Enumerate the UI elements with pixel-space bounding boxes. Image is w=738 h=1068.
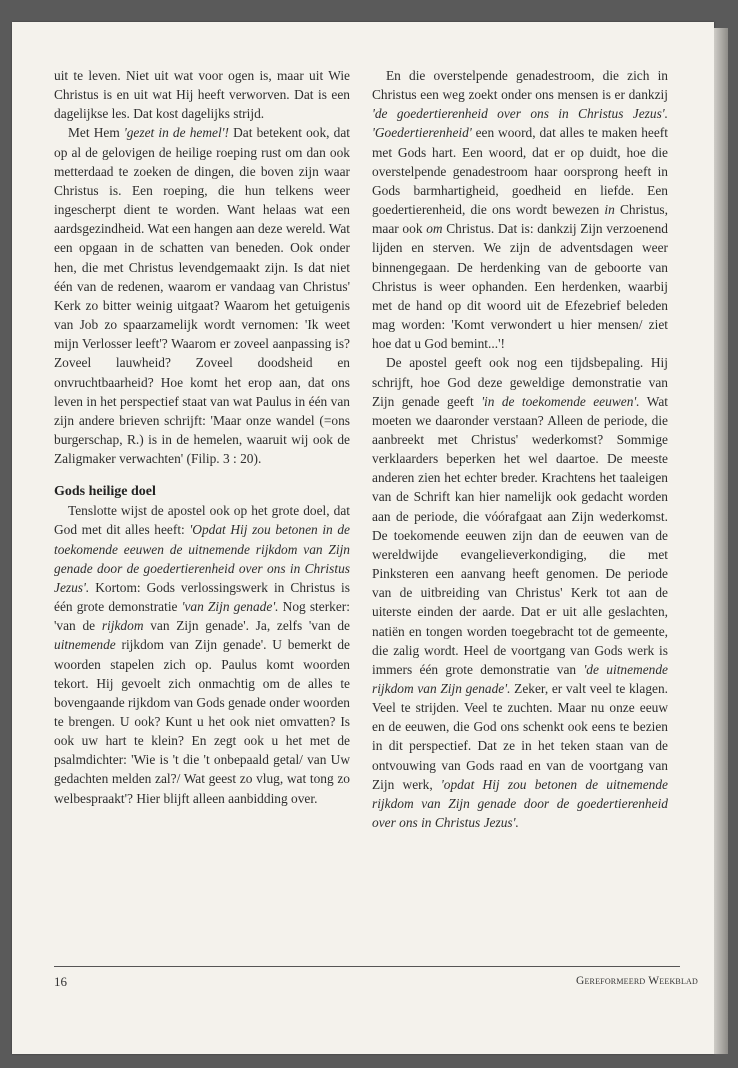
text-run: uit te leven. Niet uit wat voor ogen is, maar uit Wie Christus is en uit wat Hij heeft verworven. Dat is een dagelijkse les. Dat kost dagelijks strijd. [54, 68, 350, 122]
text-run: Nog sterker: 'van de [54, 599, 350, 634]
text-run: rijkdom van Zijn genade'. U bemerkt de woorden stapelen zich op. Paulus komt woorden tekort. Hij gevoelt zich onmachtig om de alles te bovengaande rijkdom van Gods genade onder woorden te brengen. U ook? Kunt u het ook niet omvatten? Is ook uw hart te klein? En zegt ook u het met de psalmdichter: 'Wie is 't die 't onbepaald getal/ van Uw gedachten melden zal?/ Wat geest zo vlug, wat tong zo welbespraakt'? Hier blijft alleen aanbidding over. [54, 637, 350, 806]
text-run: Zeker, er valt veel te klagen. Veel te strijden. Veel te zuchten. Maar nu onze eeuw en de eeuwen, die God ons schenkt ook eens te bezien in dit perspectief. Dat ze in het teken staan van de ontvouwing van Gods raad en van de voortgang van Zijn werk, [372, 681, 669, 792]
italic-run: 'in de toekomende eeuwen'. [481, 393, 640, 409]
text-run: En die overstelpende genadestroom, die zich in Christus een weg zoekt onder ons mensen is er dankzij [372, 68, 668, 103]
right-column [372, 66, 668, 832]
text-run: Kortom: Gods verlossingswerk in Christus is één grote demonstratie [54, 579, 350, 615]
paragraph [54, 123, 350, 468]
text-run: Christus, maar ook [372, 202, 668, 237]
page-edge [714, 28, 728, 1054]
italic-run: om [426, 221, 443, 237]
italic-run: rijkdom [101, 618, 144, 634]
italic-run: 'de goedertierenheid over ons in Christus Jezus'. 'Goedertierenheid' [372, 106, 668, 141]
text-run: Dat betekent ook, dat op al de gelovigen de heilige roeping rust om dan ook metterdaad te zoeken de dingen, die boven zijn waar Christus is. Een roeping, die hun telkens weer ingescherpt dient te worden. Want helaas wat een aardsgezindheid. Wat een hangen aan deze wereld. Wat een opgaan in de schatten van beneden. Ook onder hen, die met Christus levendgemaakt zijn. Is dat niet één van de redenen, waarom er vandaag van Christus' Kerk zo bitter weinig uitgaat? Waarom het getuigenis van Job zo spaarzamelijk wordt vernomen: 'Ik weet mijn Verlosser leeft'? Waarom er zoveel aanpassing is? Zoveel lauwheid? Zoveel doodsheid en onvruchtbaarheid? Hoe komt het erop aan, dat ons leven in het perspectief staat van wat Paulus in één van zijn andere brieven schrijft: 'Maar onze wandel (=ons burgerschap, R.) is in de hemelen, waaruit wij ook de Zaligmaker verwachten' (Filip. 3 : 20). [54, 125, 351, 467]
page-number: 16 [54, 974, 67, 989]
paragraph [372, 353, 668, 832]
text-run: van Zijn genade'. Ja, zelfs 'van de [143, 618, 350, 634]
italic-run: in [604, 202, 615, 218]
text-run: De apostel geeft ook nog een tijdsbepaling. Hij schrijft, hoe God deze geweldige demonstratie van Zijn genade geeft [372, 355, 668, 409]
text-run: Christus. Dat is: dankzij Zijn verzoenend lijden en sterven. We zijn de adventsdagen weer binnengegaan. De herdenking van de geboorte van Christus is weer ophanden. Een herdenken, waarbij met de hand op dit woord uit de Efezebrief beleden mag worden: 'Komt verwondert u hier mensen/ ziet hoe dat u God bemint...'! [372, 221, 668, 352]
text-run: Met Hem [68, 125, 124, 141]
italic-run: 'Opdat Hij zou betonen in de toekomende eeuwen de uitnemende rijkdom van Zijn genade door de goedertierenheid over ons in Christus Jezus'. [54, 522, 350, 595]
footer-rule [54, 966, 680, 967]
text-run: Wat moeten we daaronder verstaan? Alleen de periode, die aanbreekt met Christus' wederkomst? Sommige verklaarders beperken het wel daartoe. De meeste anderen zien het echter breder. Krachtens het taaleigen van de Schrift kan hier namelijk ook gedacht worden aan de periode, die vóórafgaat aan Zijn wederkomst. De toekomende eeuwen zijn dan de eeuwen van de wereldwijde evangelieverkondiging, die met Pinksteren een aanvang heeft genomen. De periode van de uitbreiding van Christus' Kerk tot aan de uiterste einden der aarde. Dat er uit alle geslachten, natiën en tongen worden toegebracht tot de gemeente, die zalig wordt. Heel de voortgang van Gods werk is immers één grote demonstratie van [372, 393, 668, 677]
text-run: Tenslotte wijst de apostel ook op het grote doel, dat God met dit alles heeft: [54, 503, 350, 538]
italic-run: 'gezet in de hemel'! [123, 125, 229, 141]
text-run: een woord, dat alles te maken heeft met Gods hart. Een woord, dat er op duidt, hoe die overstelpende genadestroom haar oorsprong heeft in Gods barmhartigheid, goedheid en liefde. Een goedertierenheid, die ons wordt bewezen [372, 125, 668, 218]
left-column [54, 66, 350, 808]
italic-run: uitnemende [54, 637, 116, 653]
paragraph [54, 501, 350, 808]
italic-run: 'opdat Hij zou betonen de uitnemende rijkdom van Zijn genade door de goedertierenheid over ons in Christus Jezus'. [372, 776, 668, 831]
paragraph [54, 66, 350, 123]
paragraph [372, 66, 668, 353]
publication-name: Gereformeerd Weekblad [575, 975, 698, 987]
italic-run: 'de uitnemende rijkdom van Zijn genade'. [372, 661, 668, 696]
section-heading: Gods heilige doel [54, 484, 156, 500]
italic-run: 'van Zijn genade'. [181, 599, 279, 615]
